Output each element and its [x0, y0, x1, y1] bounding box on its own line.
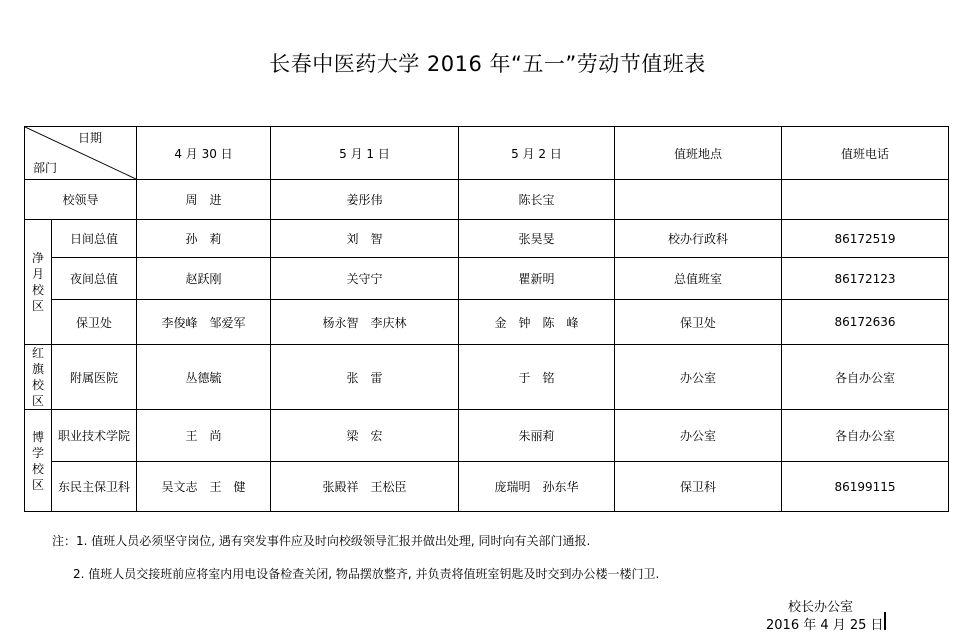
note-2: 2. 值班人员交接班前应将室内用电设备检查关闭, 物品摆放整齐, 并负责将值班室钥匙及时交到办公楼一楼门卫.	[73, 567, 660, 581]
dept-cell: 职业技术学院	[52, 410, 137, 462]
campus-boxue	[25, 410, 52, 512]
dept-cell: 保卫处	[52, 300, 137, 345]
header-date-3: 5 月 2 日	[459, 127, 615, 180]
duty-cell: 瞿新明	[459, 258, 615, 300]
duty-cell: 丛德毓	[137, 345, 271, 410]
dept-cell: 夜间总值	[52, 258, 137, 300]
table-row	[25, 258, 949, 300]
campus-char: 旗	[31, 362, 44, 376]
location-cell: 办公室	[615, 410, 782, 462]
duty-cell: 王 尚	[137, 410, 271, 462]
duty-cell: 李俊峰 邹爱军	[137, 300, 271, 345]
duty-cell: 关守宁	[271, 258, 459, 300]
table-row	[25, 410, 949, 462]
campus-char: 区	[31, 477, 44, 492]
phone-cell: 各自办公室	[782, 410, 949, 462]
location-cell	[615, 180, 782, 220]
header-date-2: 5 月 1 日	[271, 127, 459, 180]
issue-date: 2016 年 4 月 25 日	[766, 618, 884, 633]
duty-cell: 庞瑞明 孙东华	[459, 462, 615, 512]
location-cell: 总值班室	[615, 258, 782, 300]
duty-cell: 赵跃刚	[137, 258, 271, 300]
campus-char: 学	[31, 445, 44, 460]
location-cell: 办公室	[615, 345, 782, 410]
duty-cell: 朱丽莉	[459, 410, 615, 462]
campus-char: 红	[31, 346, 44, 360]
duty-cell: 吴文志 王 健	[137, 462, 271, 512]
dept-cell: 校领导	[25, 180, 137, 220]
campus-char: 校	[31, 461, 44, 476]
phone-cell: 各自办公室	[782, 345, 949, 410]
duty-cell: 梁 宏	[271, 410, 459, 462]
corner-header-cell	[25, 127, 137, 180]
location-cell: 保卫处	[615, 300, 782, 345]
campus-char: 月	[31, 267, 44, 281]
location-cell: 保卫科	[615, 462, 782, 512]
corner-dept-label: 部门	[33, 161, 58, 175]
header-date-1: 4 月 30 日	[137, 127, 271, 180]
duty-cell: 杨永智 李庆林	[271, 300, 459, 345]
duty-cell: 孙 莉	[137, 220, 271, 258]
table-row	[25, 180, 949, 220]
location-cell: 校办行政科	[615, 220, 782, 258]
duty-cell: 张殿祥 王松臣	[271, 462, 459, 512]
dept-cell: 附属医院	[52, 345, 137, 410]
duty-cell: 张昊旻	[459, 220, 615, 258]
phone-cell	[782, 180, 949, 220]
table-row	[25, 462, 949, 512]
campus-char: 区	[31, 299, 44, 313]
duty-cell: 张 雷	[271, 345, 459, 410]
phone-cell: 86172519	[782, 220, 949, 258]
duty-cell: 周 进	[137, 180, 271, 220]
campus-hongqi	[25, 345, 52, 410]
table-row	[25, 345, 949, 410]
dept-cell: 日间总值	[52, 220, 137, 258]
dept-cell: 东民主保卫科	[52, 462, 137, 512]
issuer-office: 校长办公室	[788, 600, 854, 615]
header-phone: 值班电话	[782, 127, 949, 180]
campus-char: 净	[31, 251, 44, 265]
text-cursor	[884, 612, 886, 630]
header-row	[25, 127, 949, 180]
header-location: 值班地点	[615, 127, 782, 180]
note-1: 注：1. 值班人员必须坚守岗位, 遇有突发事件应及时向校级领导汇报并做出处理, 同时向有关部门通报.	[52, 534, 591, 548]
corner-date-label: 日期	[77, 131, 102, 145]
campus-char: 博	[31, 429, 44, 444]
duty-cell: 姜彤伟	[271, 180, 459, 220]
campus-jingyue	[25, 220, 52, 345]
duty-cell: 于 铭	[459, 345, 615, 410]
campus-char: 校	[31, 378, 44, 392]
campus-char: 校	[31, 283, 44, 297]
phone-cell: 86172636	[782, 300, 949, 345]
document-title: 长春中医药大学 2016 年“五一”劳动节值班表	[269, 52, 706, 76]
table-row	[25, 300, 949, 345]
campus-char: 区	[31, 394, 44, 408]
phone-cell: 86199115	[782, 462, 949, 512]
duty-cell: 陈长宝	[459, 180, 615, 220]
table-row	[25, 220, 949, 258]
phone-cell: 86172123	[782, 258, 949, 300]
duty-cell: 刘 智	[271, 220, 459, 258]
duty-schedule-table	[24, 126, 949, 512]
duty-cell: 金 钟 陈 峰	[459, 300, 615, 345]
